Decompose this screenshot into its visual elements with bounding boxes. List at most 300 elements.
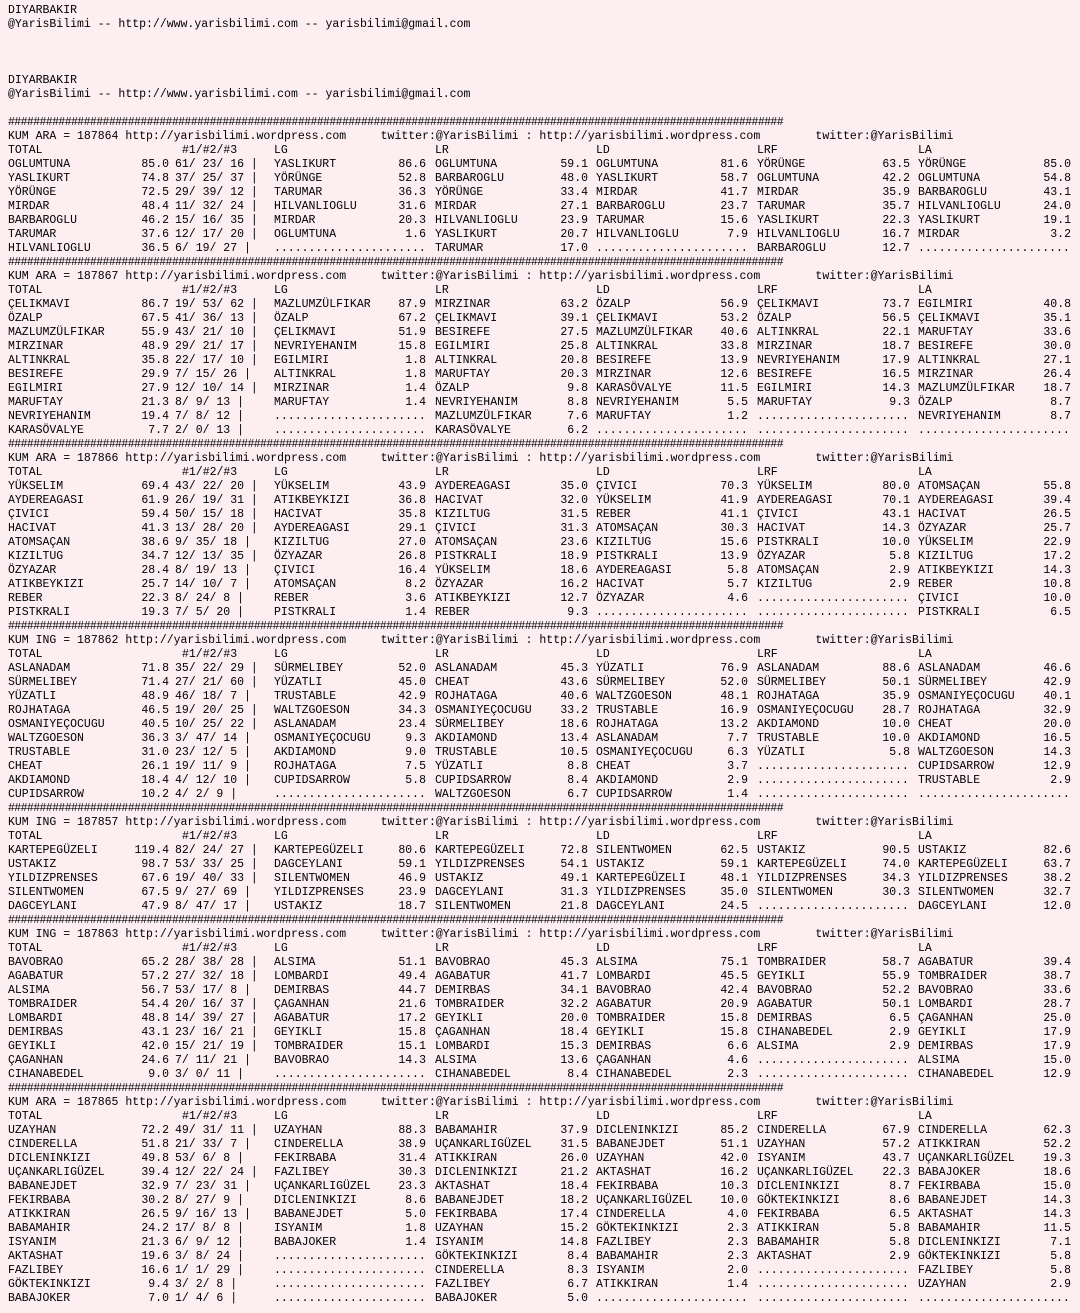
score-value: 18.9 xyxy=(560,550,588,563)
horse-name: DEMIRBAS xyxy=(757,1012,813,1025)
horse-name: MAZLUMZÜLFIKAR xyxy=(596,326,693,339)
score-value: 13.6 xyxy=(560,1054,588,1067)
horse-name: ALTINKRAL xyxy=(596,340,659,353)
horse-name: ÖZALP xyxy=(596,298,631,311)
horse-name: MAZLUMZÜLFIKAR xyxy=(435,410,532,423)
score-value: 59.1 xyxy=(398,858,426,871)
score-value: 17.9 xyxy=(1043,1026,1071,1039)
horse-name: KARASÖVALYE xyxy=(435,424,511,437)
horse-name: ALSIMA xyxy=(435,1054,477,1067)
score-value: 18.6 xyxy=(1043,1166,1071,1179)
horse-name: AKDIAMOND xyxy=(435,732,498,745)
score-value: 5.5 xyxy=(727,396,748,409)
score-value: 27.1 xyxy=(1043,354,1071,367)
score-value: 20.7 xyxy=(560,228,588,241)
score-value: 1.8 xyxy=(405,1222,426,1235)
horse-name: AYDEREAGASI xyxy=(596,564,672,577)
horse-name: ATOMSAÇAN xyxy=(435,536,498,549)
horse-name: REBER xyxy=(918,578,953,591)
score-value: 8.6 xyxy=(405,1194,426,1207)
horse-name: YÜZATLI xyxy=(8,690,57,703)
empty-cell: ...................... xyxy=(757,1054,909,1067)
race-title: KUM ING = 187862 http://yarisbilimi.wordpress.com twitter:@YarisBilimi : http://yarisbilimi.wordpress.com twitter:@YarisBilimi xyxy=(8,634,954,647)
header-contact: @YarisBilimi -- http://www.yarisbilimi.com -- yarisbilimi@gmail.com xyxy=(8,18,471,31)
score-value: 20.8 xyxy=(560,354,588,367)
horse-name: HILVANLIOGLU xyxy=(435,214,518,227)
table-row xyxy=(8,298,1080,312)
score-value: 2.9 xyxy=(889,1040,910,1053)
score-value: 2.3 xyxy=(727,1222,748,1235)
score-value: 15.6 xyxy=(720,536,748,549)
position-counts: 12/ 22/ 24 | xyxy=(175,1166,258,1179)
horse-name: ALTINKRAL xyxy=(8,354,71,367)
horse-name: YILDIZPRENSES xyxy=(596,886,686,899)
score-value: 82.6 xyxy=(1043,844,1071,857)
column-header-row xyxy=(8,830,1080,844)
score-value: 2.9 xyxy=(1050,774,1071,787)
table-row xyxy=(8,760,1080,774)
score-value: 51.1 xyxy=(398,956,426,969)
table-row xyxy=(8,158,1080,172)
score-value: 56.5 xyxy=(882,312,910,325)
horse-name: CINDERELLA xyxy=(596,1208,666,1221)
race-tables xyxy=(8,116,1080,1306)
score-value: 35.1 xyxy=(1043,312,1071,325)
position-counts: 17/ 8/ 8 | xyxy=(175,1222,245,1235)
position-counts: 9/ 16/ 13 | xyxy=(175,1208,251,1221)
score-value: 70.3 xyxy=(720,480,748,493)
horse-name: ALTINKRAL xyxy=(435,354,498,367)
horse-name: TARUMAR xyxy=(435,242,484,255)
horse-name: BARBAROGLU xyxy=(757,242,827,255)
horse-name: ÖZALP xyxy=(435,382,470,395)
score-value: 58.7 xyxy=(882,956,910,969)
separator: ########################################################################################################################### xyxy=(8,1082,784,1095)
score-value: 52.0 xyxy=(398,662,426,675)
col-head-la: LA xyxy=(918,466,932,479)
score-value: 5.8 xyxy=(1050,1250,1071,1263)
score-value: 13.2 xyxy=(720,718,748,731)
position-counts: 23/ 12/ 5 | xyxy=(175,746,251,759)
horse-name: CUPIDSARROW xyxy=(274,774,350,787)
position-counts: 26/ 19/ 31 | xyxy=(175,494,258,507)
score-value: 31.3 xyxy=(560,886,588,899)
race-title: KUM ARA = 187867 http://yarisbilimi.wordpress.com twitter:@YarisBilimi : http://yarisbilimi.wordpress.com twitter:@YarisBilimi xyxy=(8,270,954,283)
horse-name: PISTKRALI xyxy=(757,536,820,549)
score-value: 35.0 xyxy=(560,480,588,493)
total-score: 72.2 xyxy=(141,1124,169,1137)
table-row xyxy=(8,480,1080,494)
score-value: 85.2 xyxy=(720,1124,748,1137)
horse-name: ÖZYAZAR xyxy=(918,522,967,535)
score-value: 45.3 xyxy=(560,956,588,969)
score-value: 81.6 xyxy=(720,158,748,171)
horse-name: BABAMAHIR xyxy=(596,1250,659,1263)
score-value: 58.7 xyxy=(720,172,748,185)
horse-name: REBER xyxy=(8,592,43,605)
total-score: 19.4 xyxy=(141,410,169,423)
score-value: 62.3 xyxy=(1043,1124,1071,1137)
score-value: 6.3 xyxy=(727,746,748,759)
position-counts: 14/ 10/ 7 | xyxy=(175,578,251,591)
horse-name: TRUSTABLE xyxy=(918,774,981,787)
horse-name: NEVRIYEHANIM xyxy=(435,396,518,409)
table-row xyxy=(8,1152,1080,1166)
score-value: 38.9 xyxy=(398,1138,426,1151)
position-counts: 43/ 22/ 20 | xyxy=(175,480,258,493)
horse-name: OGLUMTUNA xyxy=(757,172,820,185)
horse-name: GEYIKLI xyxy=(274,1026,323,1039)
empty-cell: ...................... xyxy=(596,1292,748,1305)
horse-name: ÇELIKMAVI xyxy=(435,312,498,325)
horse-name: KARASÖVALYE xyxy=(8,424,84,437)
col-head-positions: #1/#2/#3 xyxy=(182,1110,238,1123)
score-value: 10.3 xyxy=(720,1180,748,1193)
horse-name: ROJHATAGA xyxy=(757,690,820,703)
total-score: 21.3 xyxy=(141,1236,169,1249)
position-counts: 8/ 19/ 13 | xyxy=(175,564,251,577)
horse-name: NEVRIYEHANIM xyxy=(918,410,1001,423)
horse-name: ASLANADAM xyxy=(596,732,659,745)
horse-name: YÜZATLI xyxy=(435,760,484,773)
position-counts: 19/ 53/ 62 | xyxy=(175,298,258,311)
horse-name: WALTZGOESON xyxy=(918,746,994,759)
score-value: 22.3 xyxy=(882,214,910,227)
horse-name: FEKIRBABA xyxy=(274,1152,337,1165)
total-score: 48.9 xyxy=(141,340,169,353)
horse-name: SILENTWOMEN xyxy=(757,886,833,899)
horse-name: KARTEPEGÜZELI xyxy=(596,872,686,885)
horse-name: KARTEPEGÜZELI xyxy=(274,844,364,857)
empty-cell: ...................... xyxy=(757,1278,909,1291)
score-value: 19.1 xyxy=(1043,214,1071,227)
table-row xyxy=(8,858,1080,872)
horse-name: ÖZALP xyxy=(757,312,792,325)
score-value: 15.8 xyxy=(398,1026,426,1039)
horse-name: TOMBRAIDER xyxy=(435,998,505,1011)
race-title: KUM ARA = 187864 http://yarisbilimi.wordpress.com twitter:@YarisBilimi : http://yarisbilimi.wordpress.com twitter:@YarisBilimi xyxy=(8,130,954,143)
total-score: 24.6 xyxy=(141,1054,169,1067)
horse-name: ALTINKRAL xyxy=(757,326,820,339)
total-score: 119.4 xyxy=(134,844,169,857)
score-value: 2.9 xyxy=(727,774,748,787)
score-value: 14.3 xyxy=(1043,564,1071,577)
horse-name: BABAMAHIR xyxy=(918,1222,981,1235)
empty-cell: ...................... xyxy=(757,606,909,619)
horse-name: HILVANLIOGLU xyxy=(274,200,357,213)
horse-name: BABAMAHIR xyxy=(757,1236,820,1249)
horse-name: YILDIZPRENSES xyxy=(757,872,847,885)
horse-name: YÜKSELIM xyxy=(8,480,64,493)
horse-name: OSMANIYEÇOCUGU xyxy=(596,746,693,759)
position-counts: 7/ 15/ 26 | xyxy=(175,368,251,381)
horse-name: ROJHATAGA xyxy=(435,690,498,703)
score-value: 2.3 xyxy=(727,1250,748,1263)
horse-name: AKTASHAT xyxy=(8,1250,64,1263)
score-value: 45.0 xyxy=(398,676,426,689)
score-value: 18.6 xyxy=(560,718,588,731)
horse-name: MARUFTAY xyxy=(757,396,813,409)
horse-name: SÜRMELIBEY xyxy=(435,718,505,731)
score-value: 26.8 xyxy=(398,550,426,563)
col-head-ld: LD xyxy=(596,942,610,955)
horse-name: KARTEPEGÜZELI xyxy=(435,844,525,857)
score-value: 14.3 xyxy=(1043,1194,1071,1207)
horse-name: UZAYHAN xyxy=(435,1222,484,1235)
horse-name: MIRDAR xyxy=(596,186,638,199)
score-value: 5.8 xyxy=(1050,1264,1071,1277)
table-row xyxy=(8,998,1080,1012)
horse-name: NEVRIYEHANIM xyxy=(757,354,840,367)
score-value: 7.5 xyxy=(405,760,426,773)
total-score: 26.1 xyxy=(141,760,169,773)
horse-name: YASLIKURT xyxy=(8,172,71,185)
horse-name: DEMIRBAS xyxy=(918,1040,974,1053)
horse-name: OGLUMTUNA xyxy=(8,158,71,171)
score-value: 8.8 xyxy=(567,760,588,773)
horse-name: SÜRMELIBEY xyxy=(8,676,78,689)
score-value: 67.2 xyxy=(398,312,426,325)
score-value: 76.9 xyxy=(720,662,748,675)
score-value: 31.3 xyxy=(560,522,588,535)
horse-name: ÇIVICI xyxy=(757,508,799,521)
score-value: 12.9 xyxy=(1043,760,1071,773)
score-value: 20.0 xyxy=(1043,718,1071,731)
horse-name: HACIVAT xyxy=(918,508,967,521)
horse-name: PISTKRALI xyxy=(596,550,659,563)
table-row xyxy=(8,214,1080,228)
position-counts: 49/ 31/ 11 | xyxy=(175,1124,258,1137)
empty-cell: ...................... xyxy=(596,606,748,619)
horse-name: AKDIAMOND xyxy=(757,718,820,731)
empty-cell: ...................... xyxy=(918,788,1070,801)
score-value: 12.6 xyxy=(720,368,748,381)
score-value: 59.1 xyxy=(720,858,748,871)
score-value: 15.2 xyxy=(560,1222,588,1235)
position-counts: 15/ 21/ 19 | xyxy=(175,1040,258,1053)
score-value: 30.3 xyxy=(398,1166,426,1179)
column-header-row xyxy=(8,648,1080,662)
table-row xyxy=(8,886,1080,900)
table-row xyxy=(8,424,1080,438)
horse-name: WALTZGOESON xyxy=(8,732,84,745)
position-counts: 6/ 19/ 27 | xyxy=(175,242,251,255)
col-head-lg: LG xyxy=(274,942,288,955)
position-counts: 9/ 35/ 18 | xyxy=(175,536,251,549)
horse-name: ÇAGANHAN xyxy=(918,1012,974,1025)
horse-name: USTAKIZ xyxy=(8,858,57,871)
score-value: 16.2 xyxy=(720,1166,748,1179)
score-value: 46.6 xyxy=(1043,662,1071,675)
col-head-lrf: LRF xyxy=(757,284,778,297)
score-value: 8.4 xyxy=(567,774,588,787)
position-counts: 21/ 33/ 7 | xyxy=(175,1138,251,1151)
score-value: 50.1 xyxy=(882,998,910,1011)
table-row xyxy=(8,1180,1080,1194)
horse-name: CUPIDSARROW xyxy=(596,788,672,801)
position-counts: 50/ 15/ 18 | xyxy=(175,508,258,521)
score-value: 14.3 xyxy=(1043,1208,1071,1221)
horse-name: CINDERELLA xyxy=(435,1264,505,1277)
col-head-total: TOTAL xyxy=(8,942,43,955)
score-value: 41.9 xyxy=(720,494,748,507)
horse-name: DICLENINKIZI xyxy=(435,1166,518,1179)
horse-name: REBER xyxy=(274,592,309,605)
total-score: 36.5 xyxy=(141,242,169,255)
horse-name: ÖZALP xyxy=(918,396,953,409)
horse-name: BARBAROGLU xyxy=(435,172,505,185)
score-value: 48.1 xyxy=(720,690,748,703)
table-row xyxy=(8,900,1080,914)
table-row xyxy=(8,340,1080,354)
horse-name: MIRZINAR xyxy=(435,298,491,311)
score-value: 10.8 xyxy=(1043,578,1071,591)
score-value: 43.7 xyxy=(882,1152,910,1165)
horse-name: NEVRIYEHANIM xyxy=(596,396,679,409)
empty-cell: ...................... xyxy=(274,242,426,255)
score-value: 10.5 xyxy=(560,746,588,759)
horse-name: ÖZALP xyxy=(274,312,309,325)
horse-name: ROJHATAGA xyxy=(918,704,981,717)
horse-name: TARUMAR xyxy=(596,214,645,227)
horse-name: ÇELIKMAVI xyxy=(757,298,820,311)
score-value: 9.3 xyxy=(567,606,588,619)
race-block xyxy=(8,438,1080,620)
score-value: 2.3 xyxy=(727,1068,748,1081)
horse-name: MIRZINAR xyxy=(596,368,652,381)
horse-name: MIRZINAR xyxy=(8,340,64,353)
score-value: 36.8 xyxy=(398,494,426,507)
position-counts: 9/ 27/ 69 | xyxy=(175,886,251,899)
score-value: 12.7 xyxy=(560,592,588,605)
horse-name: AKDIAMOND xyxy=(596,774,659,787)
total-score: 98.7 xyxy=(141,858,169,871)
position-counts: 3/ 2/ 8 | xyxy=(175,1278,238,1291)
table-row xyxy=(8,522,1080,536)
horse-name: ISYANIM xyxy=(8,1236,57,1249)
score-value: 44.7 xyxy=(398,984,426,997)
horse-name: EGILMIRI xyxy=(918,298,974,311)
header-title: DIYARBAKIR xyxy=(8,4,78,17)
score-value: 2.9 xyxy=(889,1026,910,1039)
score-value: 31.6 xyxy=(398,200,426,213)
position-counts: 23/ 16/ 21 | xyxy=(175,1026,258,1039)
horse-name: ATOMSAÇAN xyxy=(596,522,659,535)
horse-name: ÇIVICI xyxy=(8,508,50,521)
horse-name: LOMBARDI xyxy=(918,998,974,1011)
horse-name: ATOMSAÇAN xyxy=(274,578,337,591)
horse-name: DEMIRBAS xyxy=(596,1040,652,1053)
horse-name: KARTEPEGÜZELI xyxy=(918,858,1008,871)
empty-cell: ...................... xyxy=(596,424,748,437)
position-counts: 7/ 11/ 21 | xyxy=(175,1054,251,1067)
score-value: 26.5 xyxy=(1043,508,1071,521)
score-value: 74.0 xyxy=(882,858,910,871)
score-value: 45.3 xyxy=(560,662,588,675)
horse-name: HACIVAT xyxy=(8,522,57,535)
column-header-row xyxy=(8,942,1080,956)
score-value: 17.9 xyxy=(882,354,910,367)
horse-name: CUPIDSARROW xyxy=(8,788,84,801)
col-head-lg: LG xyxy=(274,144,288,157)
horse-name: BABAMAHIR xyxy=(435,1124,498,1137)
horse-name: BABANEJDET xyxy=(918,1194,988,1207)
score-value: 20.3 xyxy=(560,368,588,381)
score-value: 1.8 xyxy=(405,354,426,367)
total-score: 9.0 xyxy=(148,1068,169,1081)
col-head-ld: LD xyxy=(596,1110,610,1123)
horse-name: KARASÖVALYE xyxy=(596,382,672,395)
horse-name: TOMBRAIDER xyxy=(757,956,827,969)
horse-name: MARUFTAY xyxy=(435,368,491,381)
col-head-lg: LG xyxy=(274,1110,288,1123)
horse-name: BAVOBRAO xyxy=(274,1054,330,1067)
col-head-lg: LG xyxy=(274,648,288,661)
score-value: 27.1 xyxy=(560,200,588,213)
col-head-lrf: LRF xyxy=(757,1110,778,1123)
empty-cell: ...................... xyxy=(757,1292,909,1305)
score-value: 1.8 xyxy=(405,368,426,381)
position-counts: 27/ 32/ 18 | xyxy=(175,970,258,983)
score-value: 27.5 xyxy=(560,326,588,339)
horse-name: WALTZGOESON xyxy=(274,704,350,717)
score-value: 8.7 xyxy=(889,1180,910,1193)
horse-name: BABAJOKER xyxy=(8,1292,71,1305)
col-head-total: TOTAL xyxy=(8,144,43,157)
horse-name: CIHANABEDEL xyxy=(8,1068,84,1081)
horse-name: ALSIMA xyxy=(918,1054,960,1067)
col-head-la: LA xyxy=(918,1110,932,1123)
horse-name: ÖZYAZAR xyxy=(8,564,57,577)
score-value: 32.2 xyxy=(560,998,588,1011)
horse-name: UZAYHAN xyxy=(274,1124,323,1137)
position-counts: 43/ 21/ 10 | xyxy=(175,326,258,339)
table-row xyxy=(8,382,1080,396)
horse-name: TRUSTABLE xyxy=(435,746,498,759)
empty-cell: ...................... xyxy=(274,1068,426,1081)
score-value: 22.3 xyxy=(882,1166,910,1179)
col-head-ld: LD xyxy=(596,284,610,297)
total-score: 10.2 xyxy=(141,788,169,801)
score-value: 10.0 xyxy=(882,732,910,745)
score-value: 33.6 xyxy=(1043,984,1071,997)
score-value: 15.6 xyxy=(720,214,748,227)
total-score: 46.2 xyxy=(141,214,169,227)
score-value: 80.0 xyxy=(882,480,910,493)
table-row xyxy=(8,844,1080,858)
total-score: 65.2 xyxy=(141,956,169,969)
horse-name: USTAKIZ xyxy=(757,844,806,857)
horse-name: YÜZATLI xyxy=(757,746,806,759)
horse-name: BAVOBRAO xyxy=(435,956,491,969)
score-value: 23.9 xyxy=(398,886,426,899)
horse-name: MARUFTAY xyxy=(918,326,974,339)
score-value: 1.2 xyxy=(727,410,748,423)
horse-name: AYDEREAGASI xyxy=(918,494,994,507)
horse-name: TARUMAR xyxy=(757,200,806,213)
position-counts: 11/ 32/ 24 | xyxy=(175,200,258,213)
horse-name: ATIKKIRAN xyxy=(8,1208,71,1221)
position-counts: 6/ 9/ 12 | xyxy=(175,1236,245,1249)
horse-name: AGABATUR xyxy=(435,970,491,983)
horse-name: YÜZATLI xyxy=(274,676,323,689)
horse-name: YÜKSELIM xyxy=(918,536,974,549)
score-value: 8.4 xyxy=(567,1250,588,1263)
total-score: 48.8 xyxy=(141,1012,169,1025)
separator: ########################################################################################################################### xyxy=(8,438,784,451)
horse-name: SILENTWOMEN xyxy=(274,872,350,885)
score-value: 87.9 xyxy=(398,298,426,311)
